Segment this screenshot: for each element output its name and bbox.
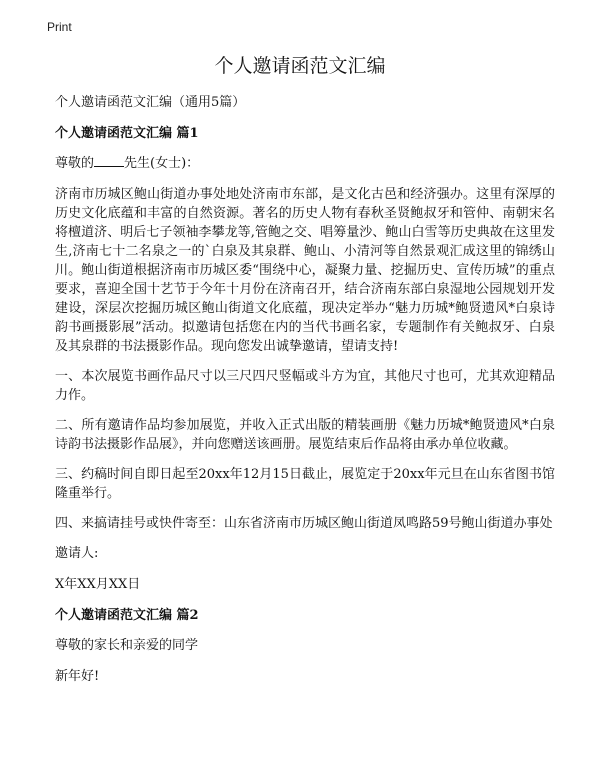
print-link[interactable]: Print — [47, 20, 72, 34]
greeting-line: 新年好! — [55, 669, 100, 684]
document-body — [55, 93, 555, 698]
salutation-line — [55, 154, 555, 173]
section-heading-1: 个人邀请函范文汇编 篇1 — [55, 126, 199, 141]
section-heading-2: 个人邀请函范文汇编 篇2 — [55, 608, 199, 623]
salutation-2: 尊敬的家长和亲爱的同学 — [55, 638, 199, 653]
document-subtitle: 个人邀请函范文汇编（通用5篇） — [55, 95, 246, 110]
paragraph-item-2: 二、所有邀请作品均参加展览，并收入正式出版的精装画册《魅力历城*鲍贤遗风*白泉诗韵书法摄影作品展》，并向您赠送该画册。展览结束后作品将由承办单位收藏。 — [55, 418, 555, 452]
salutation-suffix: 先生(女士)： — [124, 156, 200, 171]
date-line: X年XX月XX日 — [55, 577, 141, 592]
salutation-prefix: 尊敬的 — [55, 156, 95, 171]
paragraph-item-4: 四、来搞请挂号或快件寄至：山东省济南市历城区鲍山街道凤鸣路59号鲍山街道办事处 — [55, 516, 553, 531]
inviter-label: 邀请人: — [55, 546, 99, 561]
paragraph-item-1: 一、本次展览书画作品尺寸以三尺四尺竖幅或斗方为宜，其他尺寸也可，尤其欢迎精品力作。 — [55, 369, 555, 403]
paragraph-intro: 济南市历城区鲍山街道办事处地处济南市东部，是文化古邑和经济强办。这里有深厚的历史文化底蕴和丰富的自然资源。著名的历史人物有春秋圣贤鲍叔牙和管仲、南朝宋名将檀道济、明后七子领袖李攀龙等,管鲍之交、唱筹量沙、鲍山白雪等历史典故在这里发生,济南七十二名泉之一的`白泉及其泉群、鲍山、小清河等自然景观汇成这里的锦绣山川。鲍山街道根据济南市历城区委“围绕中心，凝聚力量、挖掘历史、宣传历城”的重点要求，喜迎全国十艺节于今年十月份在济南召开，结合济南东部白泉湿地公园规划开发建设，深层次挖掘历城区鲍山街道文化底蕴，现决定举办“魅力历城*鲍贤遗风*白泉诗韵书画摄影展”活动。拟邀请包括您在内的当代书画名家，专题制作有关鲍叔牙、白泉及其泉群的书法摄影作品。现向您发出诚挚邀请，望请支持! — [55, 187, 555, 354]
paragraph-item-3: 三、约稿时间自即日起至20xx年12月15日截止，展览定于20xx年元旦在山东省图书馆隆重举行。 — [55, 467, 555, 501]
name-blank — [94, 154, 124, 167]
document-title: 个人邀请函范文汇编 — [214, 55, 386, 77]
